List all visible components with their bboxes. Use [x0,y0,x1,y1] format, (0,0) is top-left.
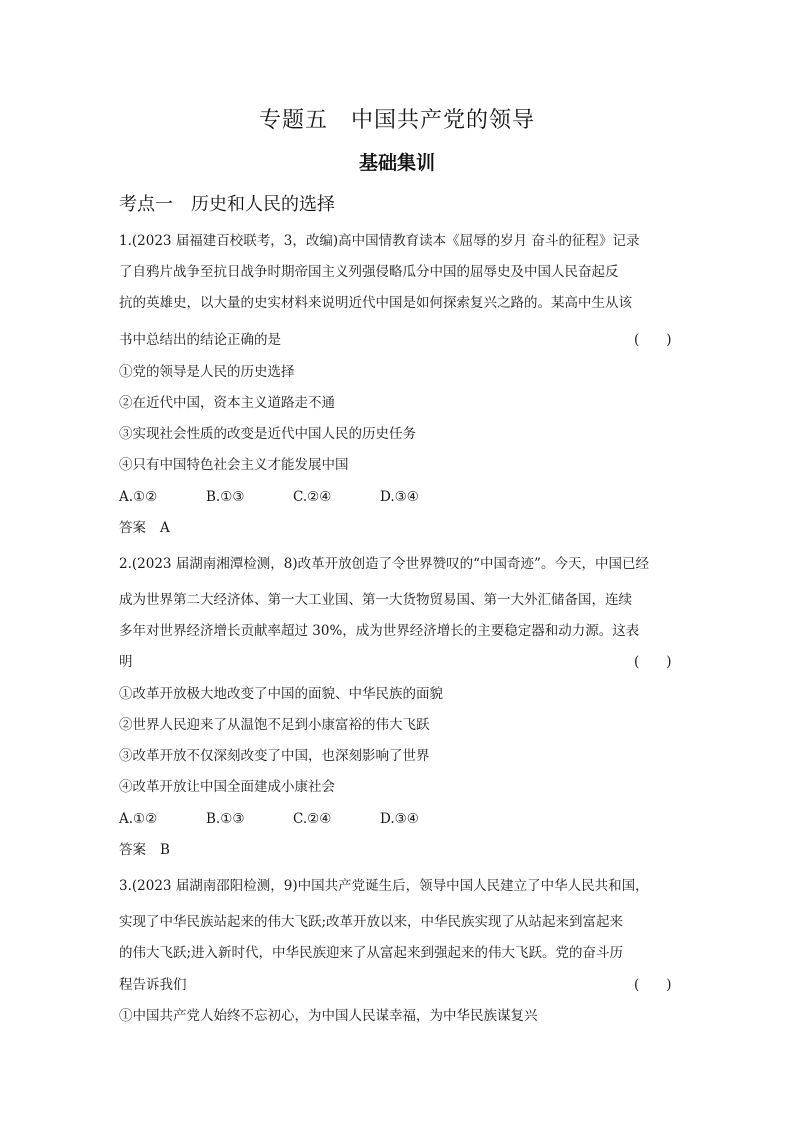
question-2-line-4: 明 [119,654,133,670]
choice-c: C.②④ [293,811,332,827]
choice-c: C.②④ [293,489,332,505]
answer-line [119,518,170,538]
question-2-line-1: 2.(2023 届湖南湘潭检测，8)改革开放创造了令世界赞叹的“中国奇迹”。今天，中国已经 [119,556,649,572]
option-4: ④只有中国特色社会主义才能发展中国 [119,457,349,473]
answer-value: A [160,520,170,536]
section-heading: 考点一 历史和人民的选择 [119,194,335,215]
option-1: ①改革开放极大地改变了中国的面貌、中华民族的面貌 [119,686,443,702]
question-2-line-2: 成为世界第二大经济体、第一大工业国、第一大货物贸易国、第一大外汇储备国，连续 [119,592,632,608]
choice-a: A.①② [119,489,158,505]
page-subtitle: 基础集训 [358,152,435,174]
option-4: ④改革开放让中国全面建成小康社会 [119,779,335,795]
answer-blank: ( ) [634,977,672,993]
choice-list [119,809,467,829]
choice-d: D.③④ [380,489,419,505]
answer-blank: ( ) [634,654,672,670]
question-1-line-2: 了自鸦片战争至抗日战争时期帝国主义列强侵略瓜分中国的屈辱史及中国人民奋起反 [119,264,619,280]
answer-label: 答案 [119,842,146,858]
choice-b: B.①③ [206,489,245,505]
option-1: ①中国共产党人始终不忘初心，为中国人民谋幸福，为中华民族谋复兴 [119,1008,538,1024]
option-3: ③改革开放不仅深刻改变了中国，也深刻影响了世界 [119,748,430,764]
question-1-line-3: 抗的英雄史，以大量的史实材料来说明近代中国是如何探索复兴之路的。某高中生从该 [119,295,632,311]
option-3: ③实现社会性质的改变是近代中国人民的历史任务 [119,426,416,442]
option-2: ②世界人民迎来了从温饱不足到小康富裕的伟大飞跃 [119,717,430,733]
question-3-line-4: 程告诉我们 [119,977,187,993]
answer-line [119,840,170,860]
choice-b: B.①③ [206,811,245,827]
question-3-line-2: 实现了中华民族站起来的伟大飞跃;改革开放以来，中华民族实现了从站起来到富起来 [119,914,624,930]
option-1: ①党的领导是人民的历史选择 [119,364,295,380]
question-1-line-4: 书中总结出的结论正确的是 [119,332,281,348]
choice-a: A.①② [119,811,158,827]
question-2-line-3: 多年对世界经济增长贡献率超过 30%，成为世界经济增长的主要稳定器和动力源。这表 [119,623,640,639]
answer-blank: ( ) [634,332,672,348]
choice-d: D.③④ [380,811,419,827]
question-3-line-1: 3.(2023 届湖南邵阳检测，9)中国共产党诞生后，领导中国人民建立了中华人民共和国， [119,878,649,894]
answer-label: 答案 [119,520,146,536]
question-1-line-1: 1.(2023 届福建百校联考，3，改编)高中国情教育读本《屈辱的岁月 奋斗的征程》记录 [119,233,640,249]
page-title: 专题五 中国共产党的领导 [258,108,535,133]
option-2: ②在近代中国，资本主义道路走不通 [119,395,335,411]
answer-value: B [160,842,170,858]
choice-list [119,487,467,507]
question-3-line-3: 的伟大飞跃;进入新时代，中华民族迎来了从富起来到强起来的伟大飞跃。党的奋斗历 [119,945,624,961]
